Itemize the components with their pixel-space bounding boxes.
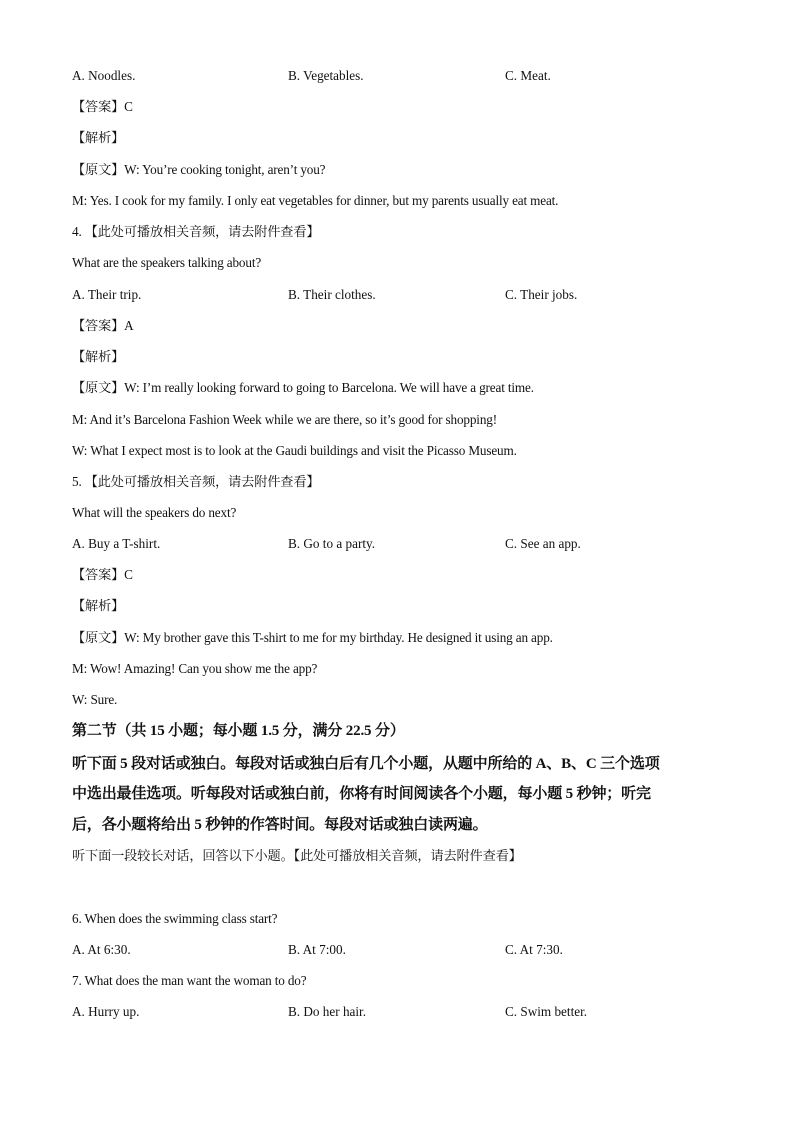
q4-answer: 【答案】A (72, 318, 134, 333)
q7-option-c: C. Swim better. (505, 1004, 588, 1019)
q5-option-b: B. Go to a party. (288, 536, 376, 551)
q7-option-a: A. Hurry up. (72, 1004, 140, 1019)
q3-transcript-line-2: M: Yes. I cook for my family. I only eat vegetables for dinner, but my parents usually eat meat. (72, 193, 559, 208)
q5-option-a: A. Buy a T-shirt. (72, 536, 161, 551)
q6-option-a: A. At 6:30. (72, 942, 131, 957)
q4-option-a: A. Their trip. (72, 287, 142, 302)
q5-option-c: C. See an app. (505, 536, 581, 551)
section-2-title: 第二节（共 15 小题；每小题 1.5 分，满分 22.5 分） (72, 723, 405, 739)
q4-analysis-label: 【解析】 (72, 349, 125, 364)
q3-answer: 【答案】C (72, 99, 133, 114)
q4-question: What are the speakers talking about? (72, 255, 262, 270)
q4-option-c: C. Their jobs. (505, 287, 578, 302)
q4-header: 4. 【此处可播放相关音频，请去附件查看】 (72, 224, 320, 239)
q6-option-b: B. At 7:00. (288, 942, 346, 957)
section-2-instructions-line-2: 中选出最佳选项。听每段对话或独白前，你将有时间阅读各个小题，每小题 5 秒钟；听完 (72, 786, 651, 802)
q3-option-c: C. Meat. (505, 68, 551, 83)
q6-question: 6. When does the swimming class start? (72, 911, 278, 926)
q4-option-b: B. Their clothes. (288, 287, 376, 302)
q7-question: 7. What does the man want the woman to do? (72, 973, 307, 988)
section-2-lead: 听下面一段较长对话，回答以下小题。【此处可播放相关音频，请去附件查看】 (72, 848, 522, 863)
q4-transcript-line-2: M: And it’s Barcelona Fashion Week while we are there, so it’s good for shopping! (72, 412, 497, 427)
section-2-instructions-line-1: 听下面 5 段对话或独白。每段对话或独白后有几个小题，从题中所给的 A、B、C 三个选项 (72, 756, 660, 772)
section-2-instructions-line-3: 后，各小题将给出 5 秒钟的作答时间。每段对话或独白读两遍。 (72, 817, 488, 833)
q4-transcript-line-3: W: What I expect most is to look at the Gaudi buildings and visit the Picasso Museum. (72, 443, 517, 458)
q5-transcript-line-2: M: Wow! Amazing! Can you show me the app? (72, 661, 318, 676)
q6-option-c: C. At 7:30. (505, 942, 563, 957)
q7-option-b: B. Do her hair. (288, 1004, 367, 1019)
q5-question: What will the speakers do next? (72, 505, 237, 520)
q3-option-a: A. Noodles. (72, 68, 136, 83)
q5-transcript-line-3: W: Sure. (72, 692, 118, 707)
q5-header: 5. 【此处可播放相关音频，请去附件查看】 (72, 474, 320, 489)
q5-answer: 【答案】C (72, 567, 133, 582)
q5-transcript-line-1: 【原文】W: My brother gave this T-shirt to me for my birthday. He designed it using an app. (72, 630, 553, 645)
q4-transcript-line-1: 【原文】W: I’m really looking forward to going to Barcelona. We will have a great time. (72, 380, 534, 395)
q3-analysis-label: 【解析】 (72, 130, 125, 145)
q3-transcript-line-1: 【原文】W: You’re cooking tonight, aren’t you? (72, 162, 326, 177)
q5-analysis-label: 【解析】 (72, 598, 125, 613)
q3-option-b: B. Vegetables. (288, 68, 364, 83)
